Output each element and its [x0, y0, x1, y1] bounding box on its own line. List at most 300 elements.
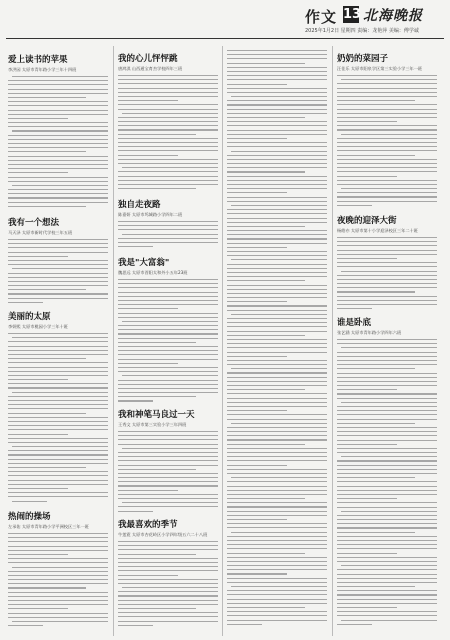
text-line — [8, 600, 108, 601]
text-line — [118, 338, 218, 339]
text-line — [227, 372, 327, 373]
text-line — [227, 511, 327, 512]
text-line — [337, 419, 437, 420]
text-line — [227, 117, 305, 118]
text-line — [227, 121, 327, 122]
text-line — [118, 595, 218, 596]
text-line — [118, 155, 178, 156]
article-body — [118, 75, 218, 189]
text-line — [8, 80, 108, 81]
text-line — [337, 254, 437, 255]
text-line — [341, 134, 437, 135]
text-line — [118, 96, 218, 97]
text-line — [341, 565, 437, 566]
text-line — [227, 419, 327, 420]
text-line — [337, 527, 437, 528]
text-line — [12, 268, 108, 269]
text-line — [337, 300, 437, 301]
article-title: 我是"大富翁" — [118, 258, 170, 268]
text-line — [337, 287, 437, 288]
text-line — [8, 135, 108, 136]
article-body — [337, 237, 437, 309]
continued-article-body — [227, 50, 327, 628]
text-line — [118, 242, 218, 243]
text-line — [8, 89, 108, 90]
text-line — [8, 541, 108, 542]
text-line — [122, 167, 218, 168]
text-line — [8, 450, 108, 451]
text-line — [118, 452, 218, 453]
text-line — [8, 333, 108, 334]
article-title: 我有一个想法 — [8, 218, 60, 228]
text-line — [118, 444, 218, 445]
text-line — [227, 381, 327, 382]
text-line — [227, 268, 327, 269]
text-line — [337, 159, 437, 160]
text-line — [337, 444, 397, 445]
text-line — [8, 387, 108, 388]
text-line — [118, 79, 218, 80]
text-line — [227, 326, 327, 327]
text-line — [337, 481, 437, 482]
text-line — [118, 431, 218, 432]
text-line — [337, 452, 437, 453]
text-line — [227, 356, 287, 357]
article-byline: 张艺涵 太原市青年路小学四年六班 — [337, 330, 402, 335]
text-line — [337, 121, 397, 122]
text-line — [227, 163, 327, 164]
text-line — [337, 532, 415, 533]
text-line — [337, 155, 415, 156]
text-line — [8, 554, 68, 555]
text-line — [337, 460, 437, 461]
text-line — [118, 129, 218, 130]
text-line — [337, 237, 437, 238]
text-line — [337, 205, 372, 206]
text-line — [337, 427, 437, 428]
text-line — [118, 494, 218, 495]
text-line — [337, 142, 437, 143]
text-line — [118, 562, 218, 563]
text-line — [337, 245, 437, 246]
column-divider — [332, 46, 333, 636]
text-line — [12, 621, 108, 622]
article-body — [8, 533, 108, 626]
text-line — [118, 100, 178, 101]
text-line — [8, 256, 68, 257]
text-line — [227, 318, 327, 319]
text-line — [337, 515, 437, 516]
text-line — [227, 75, 327, 76]
text-line — [337, 83, 437, 84]
text-line — [118, 469, 196, 470]
text-line — [8, 122, 108, 123]
text-line — [227, 398, 327, 399]
text-line — [227, 230, 327, 231]
article-title: 爱上读书的苹果 — [8, 55, 68, 65]
text-line — [227, 624, 262, 625]
text-line — [231, 205, 327, 206]
article-title: 我和神笔马良过一天 — [118, 410, 195, 420]
text-line — [118, 317, 218, 318]
text-line — [227, 427, 327, 428]
text-line — [337, 275, 437, 276]
text-line — [337, 92, 437, 93]
text-line — [337, 304, 437, 305]
text-line — [12, 501, 47, 502]
text-line — [8, 371, 108, 372]
text-line — [8, 84, 108, 85]
text-line — [8, 181, 108, 182]
text-line — [118, 435, 218, 436]
text-line — [227, 301, 287, 302]
text-line — [227, 67, 327, 68]
text-line — [341, 271, 437, 272]
article-title: 夜晚的迎泽大街 — [337, 216, 397, 226]
text-line — [227, 50, 327, 51]
article-byline: 魏思远 太原市晋阳太和外小五年23班 — [118, 270, 188, 275]
text-line — [8, 118, 68, 119]
text-line — [227, 573, 287, 574]
text-line — [337, 373, 437, 374]
article — [8, 512, 108, 629]
text-line — [118, 325, 218, 326]
text-line — [118, 163, 218, 164]
text-line — [227, 607, 305, 608]
text-line — [118, 511, 153, 512]
text-line — [118, 121, 218, 122]
text-line — [227, 255, 327, 256]
text-line — [8, 168, 108, 169]
text-line — [337, 377, 437, 378]
text-line — [227, 184, 327, 185]
newspaper-logo: 北海晚报 — [363, 8, 423, 24]
text-line — [337, 109, 437, 110]
text-line — [227, 553, 305, 554]
text-line — [8, 425, 108, 426]
text-line — [8, 492, 108, 493]
text-line — [8, 467, 86, 468]
text-line — [337, 176, 397, 177]
text-line — [118, 485, 218, 486]
text-line — [337, 125, 437, 126]
text-line — [337, 624, 372, 625]
text-line — [8, 160, 108, 161]
text-line — [8, 189, 108, 190]
text-line — [8, 558, 108, 559]
text-line — [8, 302, 43, 303]
text-line — [8, 617, 108, 618]
article-title: 热闹的操场 — [8, 512, 51, 522]
text-line — [227, 104, 327, 105]
text-line — [8, 583, 108, 584]
text-line — [227, 544, 327, 545]
text-line — [227, 406, 327, 407]
text-line — [227, 171, 305, 172]
text-line — [8, 438, 108, 439]
text-line — [227, 385, 327, 386]
text-line — [8, 480, 108, 481]
text-line — [118, 456, 218, 457]
text-line — [8, 156, 108, 157]
text-line — [118, 104, 218, 105]
text-line — [8, 608, 68, 609]
text-line — [231, 151, 327, 152]
text-line — [227, 389, 305, 390]
text-line — [8, 293, 108, 294]
text-line — [341, 402, 437, 403]
text-line — [118, 171, 218, 172]
text-line — [227, 393, 327, 394]
text-line — [337, 557, 437, 558]
text-line — [227, 130, 327, 131]
text-line — [118, 549, 218, 550]
text-line — [8, 147, 108, 148]
text-line — [118, 88, 218, 89]
text-line — [118, 545, 218, 546]
text-line — [8, 562, 108, 563]
text-line — [118, 300, 218, 301]
text-line — [337, 502, 437, 503]
text-line — [8, 463, 108, 464]
text-line — [337, 469, 437, 470]
article-title: 美丽的太原 — [8, 312, 51, 322]
text-line — [8, 537, 108, 538]
text-line — [8, 546, 108, 547]
article-byline: 左承佑 太原市青年路小学平洲校区三年一班 — [8, 524, 89, 529]
text-line — [118, 591, 218, 592]
text-line — [227, 201, 327, 202]
text-line — [337, 385, 437, 386]
text-line — [227, 569, 327, 570]
text-line — [8, 592, 108, 593]
text-line — [227, 557, 327, 558]
text-line — [337, 431, 437, 432]
text-line — [337, 393, 437, 394]
article-byline: 马天泽 太原市新时代学校三年五班 — [8, 230, 73, 235]
text-line — [122, 448, 218, 449]
text-line — [8, 575, 108, 576]
text-line — [8, 625, 43, 626]
text-line — [337, 440, 437, 441]
text-line — [227, 134, 327, 135]
text-line — [227, 322, 327, 323]
text-line — [8, 114, 108, 115]
text-line — [227, 188, 327, 189]
text-line — [8, 247, 108, 248]
text-line — [227, 561, 327, 562]
text-line — [337, 96, 437, 97]
text-line — [118, 616, 218, 617]
text-line — [118, 329, 218, 330]
text-line — [337, 138, 437, 139]
text-line — [227, 615, 327, 616]
text-line — [8, 197, 108, 198]
text-line — [122, 587, 218, 588]
text-line — [227, 540, 327, 541]
article-byline: 王秀文 太原市第三实验小学三年四班 — [118, 422, 187, 427]
text-line — [337, 167, 437, 168]
article — [118, 54, 218, 192]
text-line — [337, 590, 437, 591]
text-line — [8, 202, 108, 203]
text-line — [227, 272, 327, 273]
text-line — [118, 138, 218, 139]
text-line — [118, 465, 218, 466]
text-line — [337, 561, 437, 562]
text-line — [337, 490, 437, 491]
text-line — [8, 362, 108, 363]
article-title: 我最喜欢的季节 — [118, 520, 178, 530]
text-line — [337, 279, 437, 280]
text-line — [227, 431, 327, 432]
text-line — [118, 109, 218, 110]
text-line — [227, 197, 327, 198]
text-line — [227, 293, 327, 294]
text-line — [8, 110, 108, 111]
text-line — [227, 481, 327, 482]
text-line — [8, 434, 68, 435]
text-line — [337, 88, 437, 89]
text-line — [118, 159, 218, 160]
text-line — [118, 342, 196, 343]
text-line — [227, 469, 327, 470]
article-byline: 李洪园 太原市青年路小学三年十四班 — [8, 67, 77, 72]
text-line — [12, 130, 108, 131]
text-line — [8, 177, 108, 178]
text-line — [227, 331, 327, 332]
text-line — [122, 502, 218, 503]
text-line — [8, 400, 108, 401]
text-line — [118, 346, 218, 347]
text-line — [8, 281, 108, 282]
article — [118, 520, 218, 629]
column-divider — [113, 46, 114, 636]
text-line — [227, 209, 327, 210]
page-number: 13 — [343, 7, 362, 22]
text-line — [118, 621, 218, 622]
text-line — [337, 498, 397, 499]
text-line — [118, 354, 218, 355]
text-line — [227, 63, 305, 64]
text-line — [227, 473, 327, 474]
text-line — [12, 392, 108, 393]
text-line — [337, 146, 437, 147]
text-line — [231, 259, 327, 260]
text-line — [118, 292, 218, 293]
text-line — [337, 258, 397, 259]
section-title: 作文 — [305, 8, 338, 26]
text-line — [118, 221, 218, 222]
text-line — [337, 241, 437, 242]
text-line — [337, 308, 372, 309]
text-line — [227, 54, 327, 55]
text-line — [337, 296, 437, 297]
text-line — [118, 608, 196, 609]
text-line — [8, 243, 108, 244]
text-line — [8, 596, 108, 597]
text-line — [118, 367, 218, 368]
text-line — [227, 565, 327, 566]
text-line — [227, 548, 327, 549]
text-line — [118, 600, 218, 601]
text-line — [8, 413, 86, 414]
text-line — [231, 477, 327, 478]
text-line — [118, 371, 218, 372]
text-line — [227, 498, 305, 499]
text-line — [337, 104, 437, 105]
article-title: 我的心儿怦怦跳 — [118, 54, 178, 64]
text-line — [122, 375, 218, 376]
text-line — [337, 607, 397, 608]
text-line — [118, 75, 218, 76]
text-line — [227, 176, 327, 177]
text-line — [118, 146, 218, 147]
text-line — [337, 291, 415, 292]
article — [337, 318, 437, 628]
text-line — [227, 280, 305, 281]
text-line — [227, 109, 327, 110]
text-line — [337, 180, 437, 181]
text-line — [8, 350, 108, 351]
text-line — [227, 494, 327, 495]
text-line — [118, 460, 218, 461]
text-line — [227, 226, 305, 227]
text-line — [227, 402, 327, 403]
text-line — [227, 285, 327, 286]
article-byline: 陈嘉妍 太原市坞城路小学四年二班 — [118, 212, 183, 217]
article-body — [8, 76, 108, 207]
text-line — [337, 586, 415, 587]
text-line — [227, 486, 327, 487]
text-line — [122, 113, 218, 114]
article — [118, 410, 218, 515]
text-line — [337, 435, 437, 436]
text-line — [337, 250, 437, 251]
text-line — [118, 473, 218, 474]
text-line — [8, 97, 86, 98]
text-line — [227, 410, 287, 411]
text-line — [337, 423, 415, 424]
text-line — [227, 448, 327, 449]
text-line — [118, 439, 218, 440]
text-line — [8, 101, 108, 102]
text-line — [118, 188, 196, 189]
text-line — [227, 155, 327, 156]
text-line — [118, 180, 218, 181]
text-line — [118, 296, 218, 297]
text-line — [227, 523, 327, 524]
text-line — [118, 384, 218, 385]
text-line — [118, 481, 218, 482]
text-line — [337, 364, 437, 365]
text-line — [337, 129, 437, 130]
text-line — [227, 247, 287, 248]
column-divider — [222, 46, 223, 636]
text-line — [8, 571, 108, 572]
text-line — [227, 238, 327, 239]
text-line — [227, 377, 327, 378]
article-title: 独自走夜路 — [118, 200, 161, 210]
text-line — [118, 176, 218, 177]
text-line — [118, 225, 218, 226]
text-line — [8, 550, 108, 551]
text-line — [337, 262, 437, 263]
text-line — [337, 486, 437, 487]
text-line — [231, 368, 327, 369]
text-line — [118, 184, 218, 185]
text-line — [337, 163, 437, 164]
